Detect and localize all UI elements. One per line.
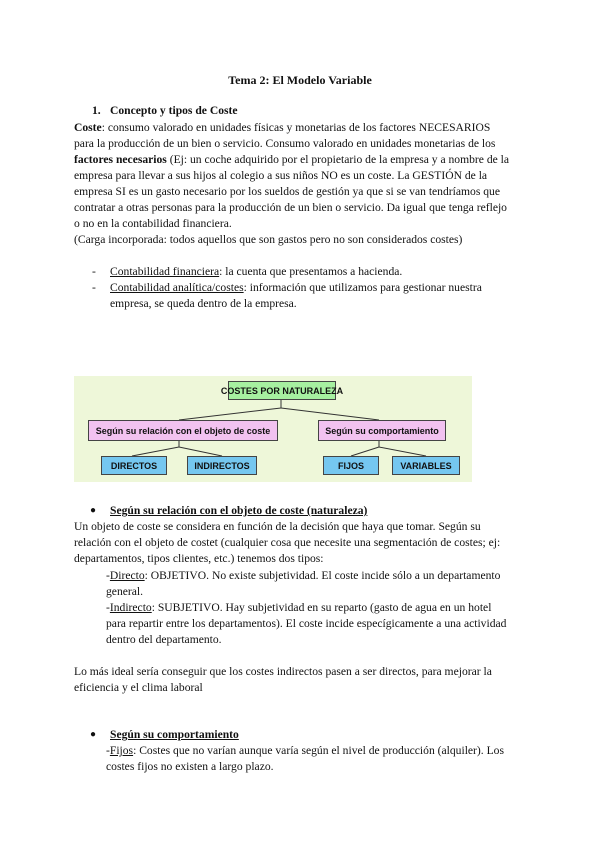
fijos-line: -Fijos: Costes que no varían aunque varía según el nivel de producción (alquiler). Los [106, 744, 504, 757]
paragraph-line: o no en la contabilidad financiera. [74, 217, 232, 230]
fijos-line: costes fijos no existen a largo plazo. [106, 760, 274, 773]
diagram-variables-box: VARIABLES [392, 456, 460, 475]
paragraph-line: eficiencia y el clima laboral [74, 681, 203, 694]
section-1-heading: Concepto y tipos de Coste [110, 104, 238, 117]
paragraph-line: Lo más ideal sería conseguir que los costes indirectos pasen a ser directos, para mejorar la [74, 665, 492, 678]
diagram-root-box: COSTES POR NATURALEZA [228, 381, 336, 400]
section-2-heading: Según su relación con el objeto de coste (naturaleza) [110, 504, 368, 517]
section-3-heading: Según su comportamiento [110, 728, 239, 741]
paragraph-line: empresa SI es un gasto necesario por los sueldos de gestión ya que si se van tendríamos que [74, 185, 500, 198]
list-item: Contabilidad analítica/costes: información que utilizamos para gestionar nuestra [110, 281, 482, 294]
paragraph-line: contratar a otras personas para la producción de un bien o servicio. Da igual que tenga reflejo [74, 201, 507, 214]
paragraph-line: empresa para llevar a sus hijos al colegio a sus niños NO es un coste. La GESTIÓN de la [74, 169, 488, 182]
list-item-continuation: empresa, se queda dentro de la empresa. [110, 297, 297, 310]
cost-classification-diagram [74, 376, 472, 482]
document-title: Tema 2: El Modelo Variable [228, 73, 372, 87]
paragraph-line: departamentos, tipos clientes, etc.) tenemos dos tipos: [74, 552, 324, 565]
paragraph-line: relación con el objeto de costet (cualquier cosa que necesite una segmentación de costes; ej: [74, 536, 501, 549]
list-dash: - [92, 265, 96, 278]
bullet-icon: ● [90, 729, 97, 740]
indirecto-line: -Indirecto: SUBJETIVO. Hay subjetividad en su reparto (gasto de agua en un hotel [106, 601, 492, 614]
bullet-icon: ● [90, 505, 97, 516]
diagram-relation-box: Según su relación con el objeto de coste [88, 420, 278, 441]
section-1-number: 1. [92, 104, 101, 117]
paragraph-line: Un objeto de coste se considera en función de la decisión que haya que tomar. Según su [74, 520, 481, 533]
diagram-indirectos-box: INDIRECTOS [187, 456, 257, 475]
paragraph-line: Coste: consumo valorado en unidades físicas y monetarias de los factores NECESARIOS [74, 121, 491, 134]
paragraph-line: factores necesarios (Ej: un coche adquirido por el propietario de la empresa y a nombre de la [74, 153, 510, 166]
diagram-behaviour-box: Según su comportamiento [318, 420, 446, 441]
directo-line: general. [106, 585, 144, 598]
list-item: Contabilidad financiera: la cuenta que presentamos a hacienda. [110, 265, 403, 278]
indirecto-line: dentro del departamento. [106, 633, 222, 646]
diagram-fijos-box: FIJOS [323, 456, 379, 475]
paragraph-line: para la producción de un bien o servicio. Consumo valorado en unidades monetarias de los [74, 137, 496, 150]
directo-line: -Directo: OBJETIVO. No existe subjetividad. El coste incide sólo a un departamento [106, 569, 501, 582]
paragraph-line: (Carga incorporada: todos aquellos que son gastos pero no son considerados costes) [74, 233, 463, 246]
diagram-directos-box: DIRECTOS [101, 456, 167, 475]
indirecto-line: para repartir entre los departamentos). El coste incide especígicamente a una actividad [106, 617, 507, 630]
list-dash: - [92, 281, 96, 294]
